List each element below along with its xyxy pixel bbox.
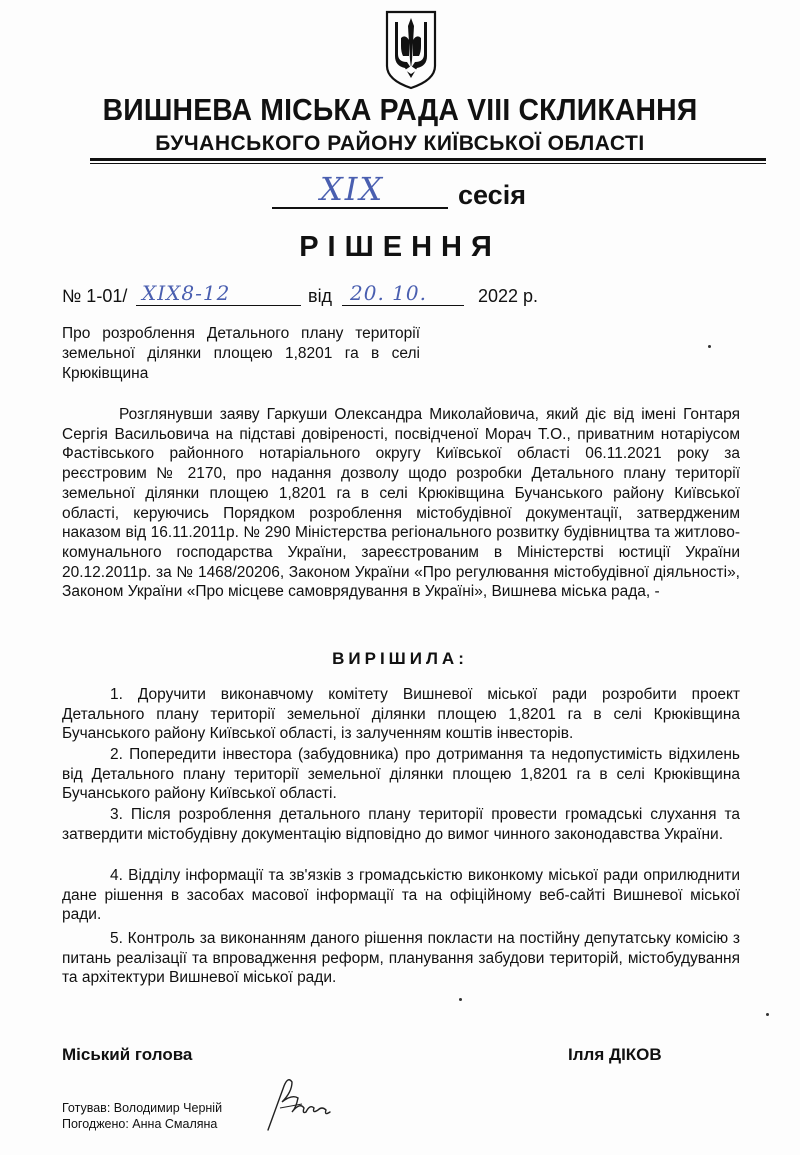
prepared-by: Готував: Володимир Черній — [62, 1101, 223, 1115]
decision-number-handwritten: XIX8-12 — [142, 281, 231, 305]
resolution-item-5: 5. Контроль за виконанням даного рішення покласти на постійну депутатську комісію з питань реалізації та впровадження реформ, планування забудови територій, містобудування та архітектури Вишневої міської ради. — [62, 930, 740, 987]
handwritten-signature — [262, 1068, 338, 1138]
session-label: сесія — [458, 180, 526, 210]
trident-emblem-icon — [381, 8, 441, 92]
scan-speck — [766, 1013, 769, 1016]
decision-subject: Про розроблення Детального плану території земельної ділянки площею 1,8201 га в селі Крюківщина — [62, 325, 420, 382]
resolution-item-4: 4. Відділу інформації та зв'язків з громадськістю виконкому міської ради оприлюднити дане рішення в засобах масової інформації та на офіційному веб-сайті Вишневої міської ради. — [62, 867, 740, 924]
district-title: БУЧАНСЬКОГО РАЙОНУ КИЇВСЬКОЇ ОБЛАСТІ — [155, 132, 645, 155]
scan-speck — [459, 998, 462, 1001]
decision-number-prefix: № 1-01/ — [62, 286, 128, 306]
approved-by: Погоджено: Анна Смаляна — [62, 1117, 218, 1131]
resolved-heading: ВИРІШИЛА: — [332, 649, 468, 668]
council-title: ВИШНЕВА МІСЬКА РАДА VIII СКЛИКАННЯ — [102, 93, 698, 127]
mayor-title: Міський голова — [62, 1045, 193, 1064]
document-type-heading: РІШЕННЯ — [299, 231, 501, 263]
decision-date-handwritten: 20. 10. — [350, 281, 427, 305]
scan-speck — [708, 345, 711, 348]
header-divider — [90, 158, 766, 161]
resolution-item-1: 1. Доручити виконавчому комітету Вишневої міської ради розробити проект Детального плану території земельної ділянки площею 1,8201 га в селі Крюківщина Бучанського району Київської області, із залученням коштів інвесторів. — [62, 686, 740, 743]
decision-date-line — [342, 305, 464, 306]
preamble-paragraph: Розглянувши заяву Гаркуши Олександра Миколайовича, який діє від імені Гонтаря Сергія Васильовича на підставі довіреності, посвідченої Морач Т.О., приватним нотаріусом Фастівського районного нотаріального округу Київської області 06.11.2021 року за реєстровим № 2170, про надання дозволу щодо розробки Детального плану території земельної ділянки площею 1,8201 га в селі Крюківщина Бучанського району Київської області, керуючись Порядком розроблення містобудівної документації, затвердженим наказом від 16.11.2011р. № 290 Міністерства регіонального розвитку будівництва та житлово-комунального господарства України, зареєстрованим в Міністерстві юстиції України 20.12.2011р. за № 1468/20206, Законом України «Про регулювання містобудівної діяльності», Законом України «Про місцеве самоврядування в Україні», Вишнева міська рада, - — [62, 406, 740, 601]
date-from-label: від — [308, 286, 333, 306]
header-divider-thin — [90, 163, 766, 164]
resolution-item-2: 2. Попередити інвестора (забудовника) про дотримання та недопустимість відхилень від Детального плану території земельної ділянки площею 1,8201 га в селі Крюківщина Бучанського району Київської області. — [62, 746, 740, 803]
mayor-name: Ілля ДІКОВ — [568, 1045, 662, 1064]
resolution-item-3: 3. Після розроблення детального плану території провести громадські слухання та затвердити містобудівну документацію відповідно до вимог чинного законодавства України. — [62, 806, 740, 843]
decision-number-line — [136, 305, 301, 306]
session-blank-line — [272, 207, 448, 209]
decision-year: 2022 р. — [478, 286, 539, 306]
session-number-handwritten: XIX — [320, 170, 385, 208]
